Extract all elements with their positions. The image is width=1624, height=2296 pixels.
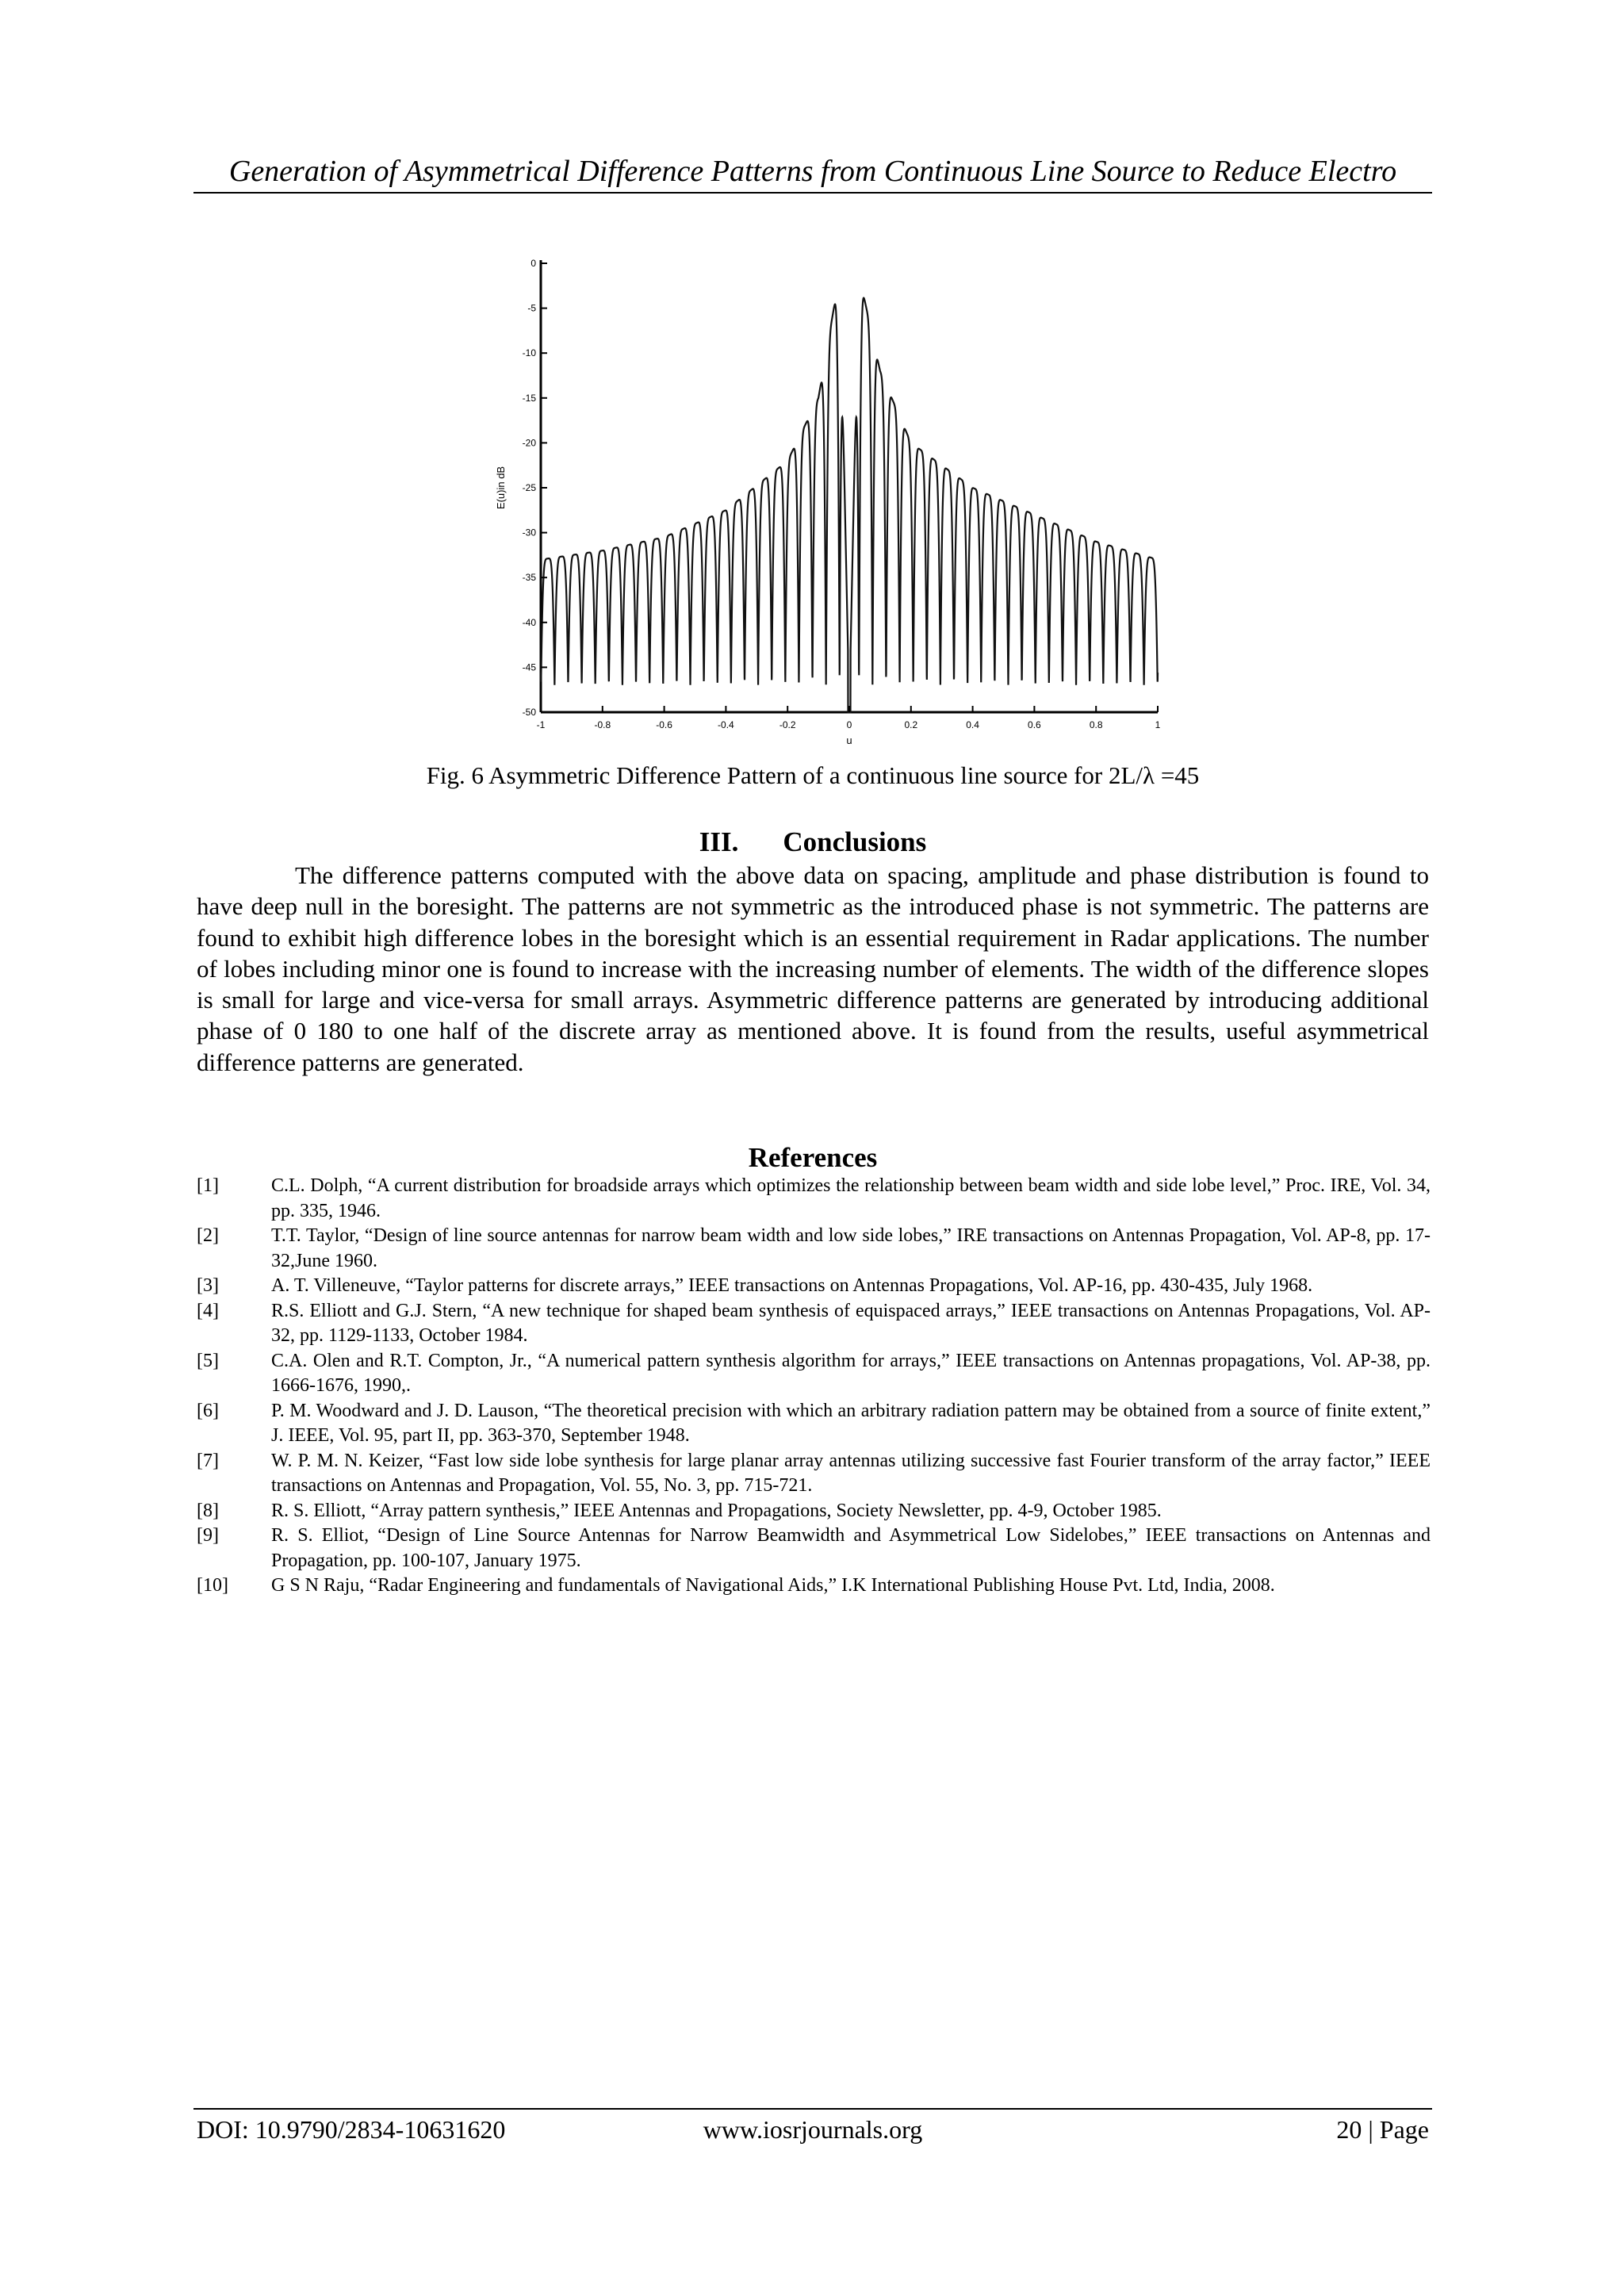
y-tick-label: -40 <box>522 616 536 628</box>
x-tick-label: 0.2 <box>904 719 918 730</box>
reference-number: [7] <box>197 1450 219 1471</box>
reference-item <box>197 1174 1431 1224</box>
reference-item <box>197 1573 1431 1599</box>
reference-number: [9] <box>197 1525 219 1546</box>
y-tick-label: -45 <box>522 661 536 673</box>
section-heading <box>193 825 1432 860</box>
y-tick-label: -25 <box>522 482 536 493</box>
reference-text: P. M. Woodward and J. D. Lauson, “The theoretical precision with which an arbitrary radiation pattern may be obtained from a source of finite extent,” J. IEEE, Vol. 95, part II, pp. 363-370, September 1948. <box>271 1400 1431 1446</box>
x-axis-label: u <box>846 734 852 746</box>
section-number: III. <box>699 826 739 857</box>
figure-caption: Fig. 6 Asymmetric Difference Pattern of a continuous line source for 2L/λ =45 <box>426 761 1200 789</box>
difference-pattern-chart <box>476 247 1174 755</box>
figure-6 <box>476 247 1174 755</box>
reference-number: [10] <box>197 1575 228 1596</box>
y-tick-label: -50 <box>522 707 536 718</box>
pattern-series-line <box>541 298 1158 712</box>
reference-item <box>197 1499 1431 1524</box>
reference-text: R.S. Elliott and G.J. Stern, “A new technique for shaped beam synthesis of equispaced arrays,” IEEE transactions on Antennas Propagations, Vol. AP-32, pp. 1129-1133, October 1984. <box>271 1300 1431 1346</box>
x-tick-label: -0.2 <box>779 719 796 730</box>
reference-item <box>197 1274 1431 1299</box>
running-header-title: Generation of Asymmetrical Difference Patterns from Continuous Line Source to Reduce Electro <box>228 155 1397 188</box>
reference-text: C.L. Dolph, “A current distribution for broadside arrays which optimizes the relationship between beam width and side lobe level,” Proc. IRE, Vol. 34, pp. 335, 1946. <box>271 1175 1431 1221</box>
reference-item <box>197 1524 1431 1573</box>
header-divider <box>193 192 1432 194</box>
x-tick-label: 0.6 <box>1028 719 1041 730</box>
reference-number: [6] <box>197 1400 219 1421</box>
reference-number: [5] <box>197 1350 219 1371</box>
reference-item <box>197 1224 1431 1274</box>
footer-doi: DOI: 10.9790/2834-10631620 <box>197 2115 506 2144</box>
y-tick-label: -30 <box>522 527 536 539</box>
y-tick-label: 0 <box>530 258 536 269</box>
reference-item <box>197 1349 1431 1399</box>
conclusions-paragraph: The difference patterns computed with the above data on spacing, amplitude and phase distribution is found to have deep null in the boresight. The patterns are not symmetric as the introduced phase is not symmetric. The patterns are found to exhibit high difference lobes in the boresight which is an essential requirement in Radar applications. The number of lobes including minor one is found to increase with the increasing number of elements. The width of the difference slopes is small for large and vice-versa for small arrays. Asymmetric difference patterns are generated by introducing additional phase of 0 180 to one half of the discrete array as mentioned above. It is found from the results, useful asymmetrical difference patterns are generated. <box>197 861 1429 1076</box>
reference-number: [2] <box>197 1225 219 1246</box>
reference-text: G S N Raju, “Radar Engineering and fundamentals of Navigational Aids,” I.K International Publishing House Pvt. Ltd, India, 2008. <box>271 1575 1275 1596</box>
reference-item <box>197 1299 1431 1349</box>
footer-page-number: 20 | Page <box>1336 2115 1429 2144</box>
y-tick-label: -5 <box>527 302 536 314</box>
reference-text: R. S. Elliott, “Array pattern synthesis,” IEEE Antennas and Propagations, Society Newsletter, pp. 4-9, October 1985. <box>271 1500 1162 1521</box>
y-tick-label: -20 <box>522 437 536 449</box>
reference-text: C.A. Olen and R.T. Compton, Jr., “A numerical pattern synthesis algorithm for arrays,” IEEE transactions on Antennas propagations, Vol. AP-38, pp. 1666-1676, 1990,. <box>271 1350 1431 1396</box>
x-tick-label: -0.6 <box>656 719 672 730</box>
references-heading: References <box>748 1142 878 1173</box>
reference-number: [3] <box>197 1275 219 1296</box>
reference-number: [4] <box>197 1300 219 1321</box>
reference-item <box>197 1399 1431 1449</box>
reference-text: W. P. M. N. Keizer, “Fast low side lobe synthesis for large planar array antennas utilizing successive fast Fourier transform of the array factor,” IEEE transactions on Antennas and Propagation, Vol. 55, No. 3, pp. 715-721. <box>271 1450 1431 1496</box>
footer-website: www.iosrjournals.org <box>703 2115 923 2144</box>
x-tick-label: 0 <box>846 719 852 730</box>
x-tick-label: 1 <box>1155 719 1161 730</box>
footer-divider <box>193 2108 1432 2110</box>
reference-list <box>197 1174 1431 1599</box>
y-axis-label: E(u)in dB <box>495 466 507 510</box>
y-tick-label: -15 <box>522 392 536 404</box>
x-tick-label: -0.4 <box>718 719 734 730</box>
reference-number: [8] <box>197 1500 219 1521</box>
x-tick-label: -1 <box>536 719 546 730</box>
x-tick-label: 0.8 <box>1089 719 1103 730</box>
y-tick-label: -10 <box>522 347 536 359</box>
reference-number: [1] <box>197 1175 219 1196</box>
y-tick-label: -35 <box>522 572 536 584</box>
reference-text: R. S. Elliot, “Design of Line Source Antennas for Narrow Beamwidth and Asymmetrical Low Sidelobes,” IEEE transactions on Antennas and Propagation, pp. 100-107, January 1975. <box>271 1525 1431 1571</box>
reference-item <box>197 1449 1431 1499</box>
section-title: Conclusions <box>783 826 927 857</box>
x-tick-label: -0.8 <box>594 719 611 730</box>
x-tick-label: 0.4 <box>966 719 979 730</box>
reference-text: A. T. Villeneuve, “Taylor patterns for discrete arrays,” IEEE transactions on Antennas Propagations, Vol. AP-16, pp. 430-435, July 1968. <box>271 1275 1313 1296</box>
reference-text: T.T. Taylor, “Design of line source antennas for narrow beam width and low side lobes,” IRE transactions on Antennas Propagation, Vol. AP-8, pp. 17-32,June 1960. <box>271 1225 1431 1271</box>
